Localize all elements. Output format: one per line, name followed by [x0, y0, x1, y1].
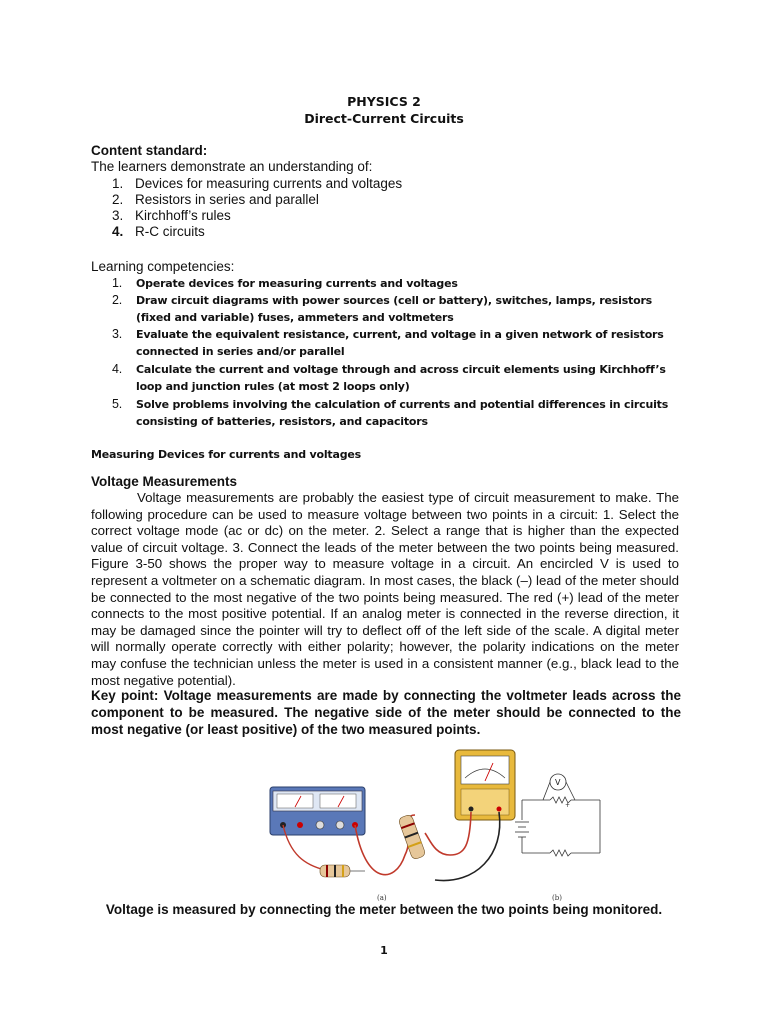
content-standard-heading: Content standard: — [91, 143, 208, 158]
competency-item — [112, 396, 682, 430]
list-item — [112, 224, 205, 239]
list-text: Resistors in series and parallel — [135, 192, 319, 207]
voltage-measurement-figure — [265, 745, 620, 905]
list-number: 4. — [112, 362, 123, 376]
list-text: Operate devices for measuring currents and voltages — [136, 277, 458, 290]
competencies-heading: Learning competencies: — [91, 259, 235, 274]
list-number: 1. — [112, 176, 124, 191]
list-number: 1. — [112, 276, 123, 290]
voltage-paragraph — [91, 490, 679, 689]
competency-item — [112, 275, 682, 292]
list-number: 2. — [112, 293, 123, 307]
list-text: R-C circuits — [135, 224, 205, 239]
list-text: Draw circuit diagrams with power sources (cell or battery), switches, lamps, resistors (fixed and variable) fuses, ammeters and voltmeters — [136, 294, 653, 324]
voltage-paragraph-text: Voltage measurements are probably the easiest type of circuit measurement to make. The following procedure can be used to measure voltage between two points in a circuit: 1. Select the correct voltage mode (ac or dc) on the meter. 2. Select a range that is higher than the expected value of circuit voltage. 3. Connect the leads of the meter between the two points being measured. Figure 3-50 shows the proper way to measure voltage in a circuit. An encircled V is used to represent a voltmeter on a schematic diagram. In most cases, the black (–) lead of the meter should be connected to the most negative of the two points being measured. The red (+) lead of the meter connects to the most positive potential. If an analog meter is connected in the reverse direction, it may be damaged since the pointer will try to deflect off of the left side of the scale. A digital meter will normally operate correctly with either polarity; however, the polarity indications on the meter may confuse the technician unless the meter is used in a consistent manner (e.g., black lead to the most negative potential). — [91, 490, 679, 688]
list-text: Kirchhoff’s rules — [135, 208, 231, 223]
measuring-devices-heading: Measuring Devices for currents and voltages — [91, 448, 361, 461]
list-text: Devices for measuring currents and voltages — [135, 176, 403, 191]
list-number: 4. — [112, 224, 124, 239]
competency-item — [112, 361, 682, 395]
plus-sign: + — [565, 802, 571, 809]
figure-label-b: (b) — [552, 894, 562, 902]
list-item — [112, 208, 231, 223]
list-number: 3. — [112, 327, 123, 341]
voltage-measurements-heading: Voltage Measurements — [91, 474, 238, 489]
document-title: PHYSICS 2 — [347, 94, 421, 109]
list-number: 3. — [112, 208, 124, 223]
figure-caption: Voltage is measured by connecting the meter between the two points being monitored. — [105, 902, 663, 917]
page-number: 1 — [380, 944, 388, 957]
list-number: 2. — [112, 192, 124, 207]
list-number: 5. — [112, 397, 123, 411]
competency-item — [112, 326, 682, 360]
figure-label-a: (a) — [377, 894, 387, 902]
list-text: Evaluate the equivalent resistance, current, and voltage in a given network of resistors connected in series and/or parallel — [136, 328, 664, 358]
content-standard-intro: The learners demonstrate an understanding of: — [91, 159, 373, 174]
list-item — [112, 176, 402, 191]
key-point: Key point: Voltage measurements are made by connecting the voltmeter leads across the component to be measured. The negative side of the meter should be connected to the most negative (or least positive) of the two measured points. — [91, 688, 681, 737]
voltmeter-illustration — [455, 750, 515, 820]
competency-item — [112, 292, 682, 326]
list-text: Solve problems involving the calculation of currents and potential differences in circuits consisting of batteries, resistors, and capacitors — [136, 398, 669, 428]
list-item — [112, 192, 319, 207]
list-text: Calculate the current and voltage through and across circuit elements using Kirchhoff’s loop and junction rules (at most 2 loops only) — [136, 363, 666, 393]
document-subtitle: Direct-Current Circuits — [304, 111, 464, 126]
meter-symbol-v: V — [555, 778, 561, 787]
